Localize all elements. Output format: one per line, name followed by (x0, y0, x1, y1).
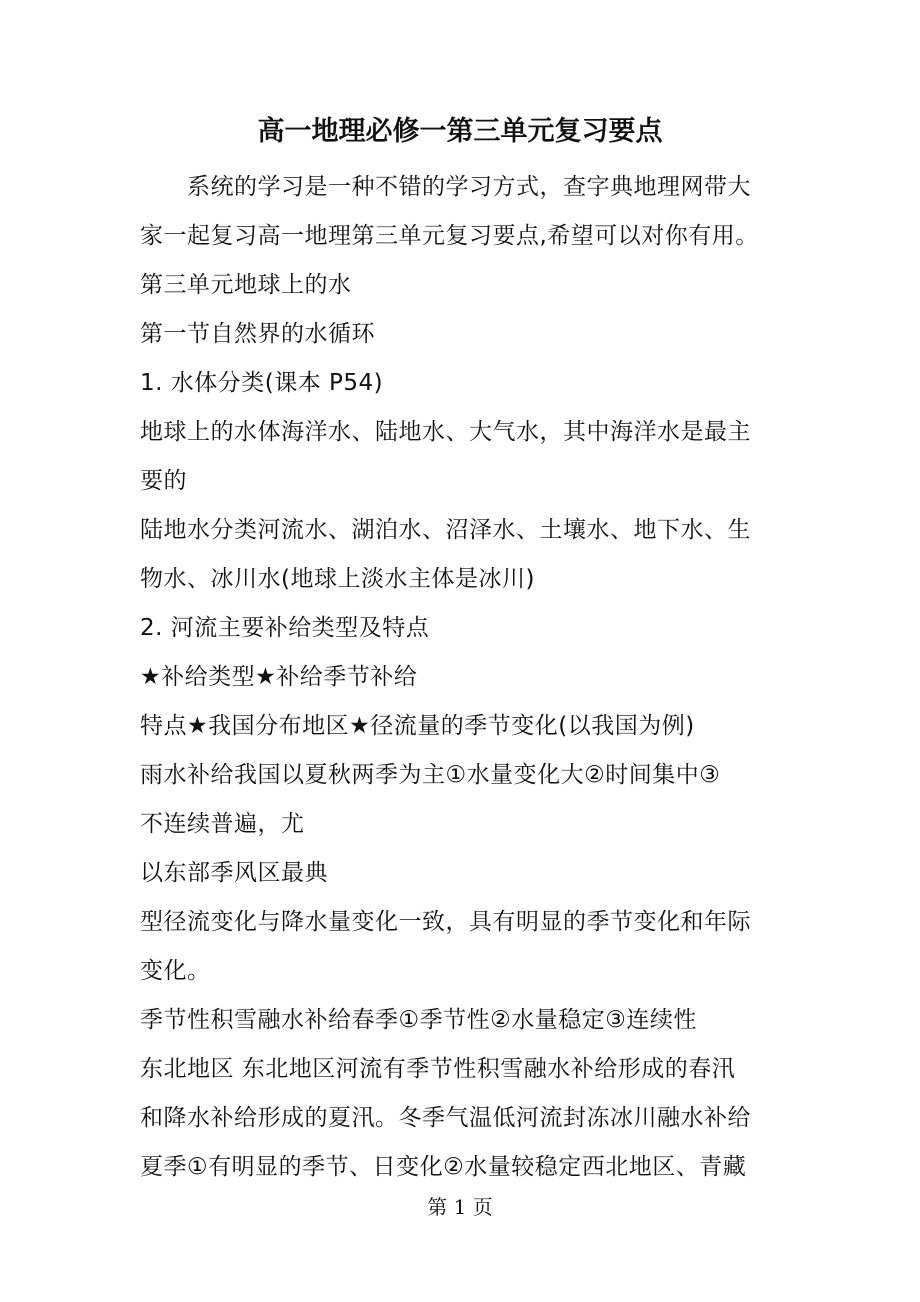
page-number: 第 1 页 (427, 1195, 493, 1219)
document-title: 高一地理必修一第三单元复习要点 (257, 116, 663, 147)
paragraph-line: 型径流变化与降水量变化一致，具有明显的季节变化和年际 (140, 909, 751, 935)
paragraph-line: 特点★我国分布地区★径流量的季节变化(以我国为例) (140, 713, 695, 739)
subheading-water-types: 1. 水体分类(课本 P54) (140, 370, 384, 396)
paragraph-line: 陆地水分类河流水、湖泊水、沼泽水、土壤水、地下水、生 (140, 517, 751, 543)
paragraph-line: 变化。 (140, 958, 211, 984)
paragraph-line: 东北地区 东北地区河流有季节性积雪融水补给形成的春汛 (140, 1056, 736, 1082)
paragraph-line: 地球上的水体海洋水、陆地水、大气水，其中海洋水是最主 (140, 419, 751, 445)
paragraph-line: 物水、冰川水(地球上淡水主体是冰川) (140, 566, 535, 592)
section-heading: 第一节自然界的水循环 (140, 321, 375, 347)
paragraph-line: 雨水补给我国以夏秋两季为主①水量变化大②时间集中③ (140, 762, 721, 788)
paragraph-line: 不连续普遍，尤 (140, 811, 305, 837)
paragraph-line: 以东部季风区最典 (140, 860, 328, 886)
paragraph-line: 季节性积雪融水补给春季①季节性②水量稳定③连续性 (140, 1007, 697, 1033)
unit-heading: 第三单元地球上的水 (140, 272, 352, 298)
paragraph-line: 夏季①有明显的季节、日变化②水量较稳定西北地区、青藏 (140, 1154, 747, 1180)
paragraph-line: 和降水补给形成的夏汛。冬季气温低河流封冻冰川融水补给 (140, 1105, 751, 1131)
subheading-river-supply: 2. 河流主要补给类型及特点 (140, 615, 430, 641)
document-body (140, 163, 790, 1192)
paragraph-line: ★补给类型★补给季节补给 (140, 664, 418, 690)
intro-line-2: 家一起复习高一地理第三单元复习要点,希望可以对你有用。 (140, 223, 759, 249)
intro-line-1: 系统的学习是一种不错的学习方式，查字典地理网带大 (187, 174, 751, 200)
paragraph-line: 要的 (140, 468, 187, 494)
